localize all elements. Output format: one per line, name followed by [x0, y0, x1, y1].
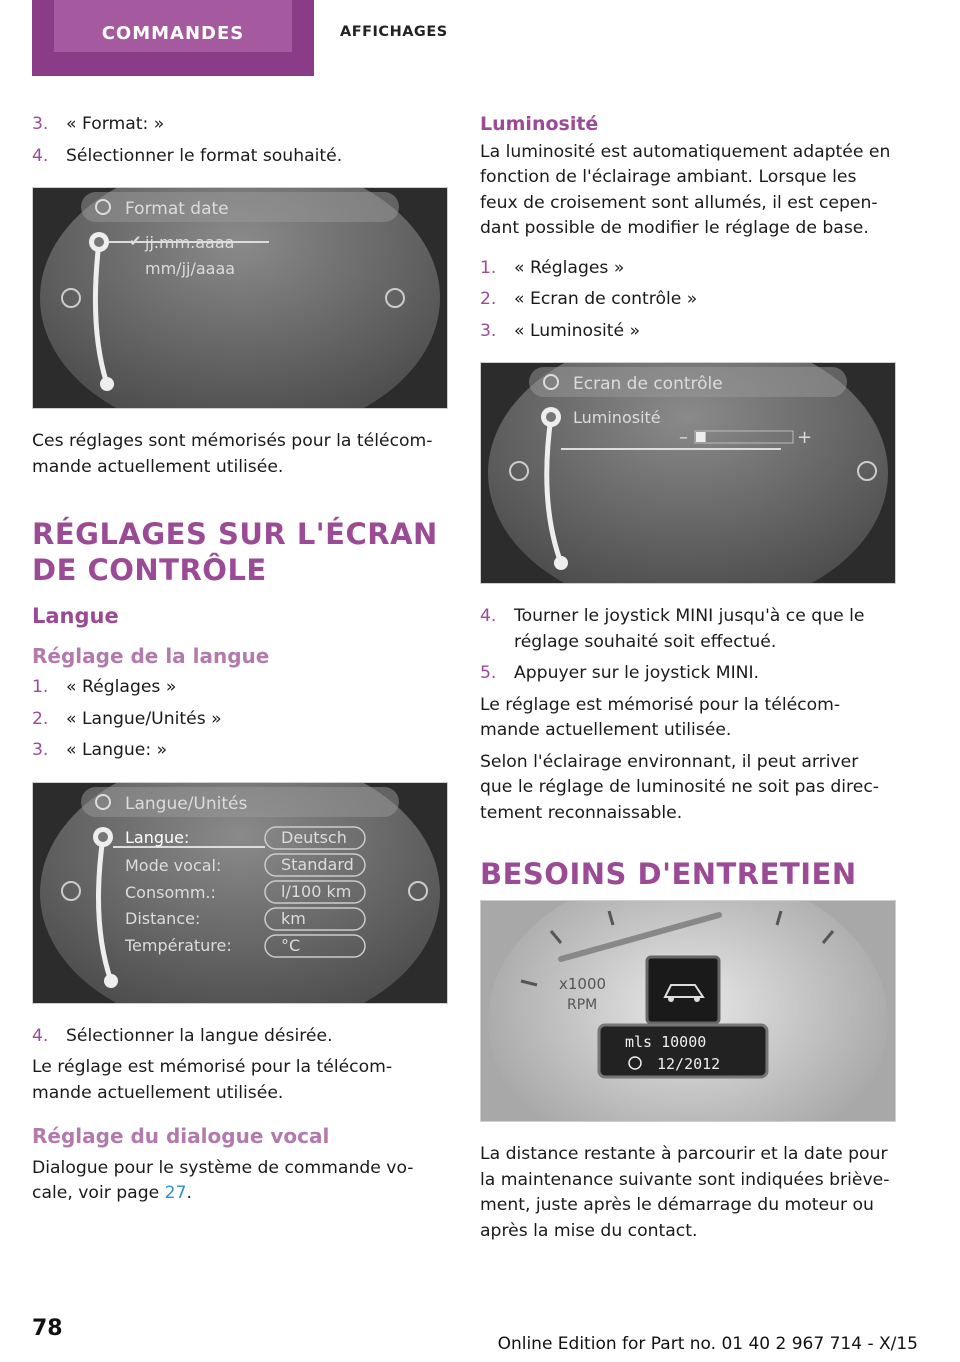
row-label: Consomm.:: [125, 882, 216, 902]
tab-commandes[interactable]: COMMANDES: [54, 0, 292, 52]
luminosite-steps-cont: [480, 604, 896, 687]
paragraph: Le réglage est mémorisé pour la télécom-mande actuellement utilisée.: [480, 694, 841, 740]
list-item: 2. « Ecran de contrôle »: [480, 289, 698, 309]
page-number: 78: [32, 1316, 63, 1341]
list-item: 3. « Format: »: [32, 114, 165, 134]
section-heading: RÉGLAGES SUR L'ÉCRAN DE CONTRÔLE: [32, 517, 438, 587]
list-item: 3. « Luminosité »: [480, 320, 641, 341]
item-label: Luminosité: [573, 408, 661, 427]
paragraph: Le réglage est mémorisé pour la télécom-mande actuellement utilisée.: [32, 1057, 393, 1103]
figure-luminosite: [480, 362, 896, 584]
row-label: Langue:: [125, 827, 190, 847]
list-item: 1. « Réglages »: [480, 257, 625, 278]
langue-steps-cont: [32, 1024, 448, 1050]
edition-footer: Online Edition for Part no. 01 40 2 967 714 - X/15: [497, 1334, 918, 1354]
page-link[interactable]: 27: [164, 1183, 187, 1203]
langue-steps: [32, 675, 448, 764]
paragraph: La luminosité est automatiquement adaptée en fonction de l'éclairage ambiant. Lorsque les feux de croisement sont allumés, il est cepen-dant possible de modifier le réglage de base.: [480, 141, 891, 238]
row-label: Mode vocal:: [125, 855, 222, 875]
figure-langue-unites: [32, 782, 448, 1004]
list-item: 5. Appuyer sur le joystick MINI.: [480, 663, 760, 683]
figure-title: Langue/Unités: [125, 793, 248, 814]
subheading-langue: Langue: [32, 604, 119, 628]
section-heading-besoins: BESOINS D'ENTRETIEN: [480, 857, 857, 891]
figure-title: Format date: [125, 199, 229, 219]
list-item: 1. « Réglages »: [32, 677, 177, 697]
brightness-slider-fill: [696, 432, 706, 442]
left-column: [32, 112, 448, 1213]
minus-icon: –: [679, 427, 688, 448]
tab-affichages[interactable]: AFFICHAGES: [340, 24, 448, 40]
list-item: 4. Sélectionner la langue désirée.: [32, 1025, 333, 1046]
option-selected: jj.mm.aaaa: [145, 233, 235, 252]
list-item: 3. « Langue: »: [32, 740, 168, 760]
row-value: Standard: [281, 854, 354, 874]
service-date: 12/2012: [657, 1055, 721, 1073]
paragraph: Selon l'éclairage environnant, il peut arriver que le réglage de luminosité ne soit pas direc-tement reconnaissable.: [480, 751, 879, 823]
row-value: l/100 km: [281, 881, 352, 901]
svg-text:✔: ✔: [129, 232, 142, 250]
paragraph-dialogue: Dialogue pour le système de commande vo-cale, voir page 27.: [32, 1157, 414, 1203]
right-column: [480, 112, 896, 1250]
paragraph: La distance restante à parcourir et la date pour la maintenance suivante sont indiquées briève-ment, juste après le démarrage du moteur ou après la mise du contact.: [480, 1144, 890, 1241]
format-steps: [32, 112, 448, 169]
luminosite-steps: [480, 256, 896, 345]
service-distance: mls 10000: [625, 1033, 707, 1051]
list-item: 4. Sélectionner le format souhaité.: [32, 145, 343, 166]
row-label: Température:: [125, 935, 232, 955]
header-tab-bar: [32, 0, 314, 76]
figure-title: Ecran de contrôle: [573, 374, 723, 394]
subheading-reglage-langue: Réglage de la langue: [32, 643, 270, 668]
row-value: Deutsch: [281, 827, 347, 847]
row-value: km: [281, 908, 306, 928]
figure-format-date: [32, 187, 448, 409]
service-icon-box: [647, 957, 719, 1023]
option: mm/jj/aaaa: [145, 259, 236, 278]
subheading-luminosite: Luminosité: [480, 113, 599, 135]
figure-service-display: [480, 900, 896, 1122]
row-label: Distance:: [125, 908, 201, 928]
paragraph: Ces réglages sont mémorisés pour la télécom-mande actuellement utilisée.: [32, 431, 433, 477]
row-value: °C: [281, 935, 301, 955]
plus-icon: +: [797, 427, 813, 448]
list-item: 2. « Langue/Unités »: [32, 708, 222, 729]
gauge-label: RPM: [567, 997, 598, 1013]
subheading-dialogue: Réglage du dialogue vocal: [32, 1124, 330, 1148]
list-item: 4. Tourner le joystick MINI jusqu'à ce que le réglage souhaité soit effectué.: [480, 606, 865, 652]
gauge-label: x1000: [559, 975, 607, 993]
